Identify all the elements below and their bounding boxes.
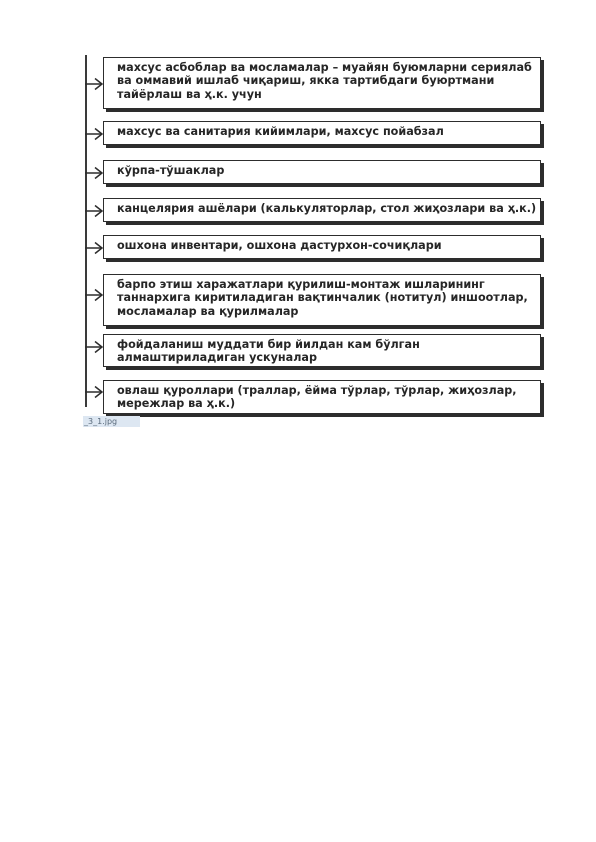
list-item-kitchen-inventory [83, 235, 544, 262]
list-item-fishing-gear [83, 380, 544, 417]
arrow-right-icon [84, 204, 104, 218]
arrow-right-icon [84, 77, 104, 91]
item-box [103, 57, 544, 112]
arrow-right-icon [84, 385, 104, 399]
arrow-right-icon [84, 127, 104, 141]
list-item-bedding [83, 160, 544, 187]
item-text [117, 202, 537, 215]
item-line: ва оммавий ишлаб чиқариш, якка тартибдаги буюртмани [117, 74, 495, 88]
item-line: махсус ва санитария кийимлари, махсус пойабзал [117, 125, 444, 138]
list-item-temporary-structures [83, 274, 544, 329]
arrow-right-icon [84, 288, 104, 302]
list-item-replaceable-equipment [83, 334, 544, 370]
item-text [117, 278, 534, 318]
list-item-special-clothing [83, 121, 544, 148]
item-line: алмаштириладиган ускуналар [117, 351, 317, 365]
item-text [117, 125, 534, 138]
item-box [103, 160, 544, 187]
item-line: мосламалар ва қурилмалар [117, 304, 299, 318]
item-text [117, 239, 534, 252]
item-text [117, 164, 534, 177]
item-line: канцелярия ашёлари (калькуляторлар, стол жиҳозлари ва ҳ.к.) [117, 202, 537, 215]
item-text [117, 384, 534, 411]
item-text [117, 338, 534, 365]
arrow-right-icon [84, 241, 104, 255]
item-box [103, 235, 544, 262]
image-filename-label: _3_1.jpg [83, 416, 140, 427]
item-line: овлаш қуроллари (траллар, ёйма тўрлар, тўрлар, жиҳозлар, [117, 384, 517, 397]
item-line: тайёрлаш ва ҳ.к. учун [117, 87, 262, 101]
item-box [103, 198, 544, 225]
item-line: ошхона инвентари, ошхона дастурхон-сочиқлари [117, 239, 442, 252]
arrow-right-icon [84, 340, 104, 354]
list-item-special-tools [83, 57, 544, 112]
item-line: махсус асбоблар ва мосламалар – муайян буюмларни сериялаб [117, 61, 532, 74]
item-text [117, 61, 534, 101]
item-line: мережлар ва ҳ.к.) [117, 397, 236, 411]
item-box [103, 334, 544, 370]
item-box [103, 380, 544, 417]
item-line: фойдаланиш муддати бир йилдан кам бўлган [117, 338, 420, 351]
item-line: таннархига киритиладиган вақтинчалик (нотитул) иншоотлар, [117, 291, 528, 305]
arrow-right-icon [84, 166, 104, 180]
classification-diagram [83, 55, 544, 417]
item-box [103, 121, 544, 148]
item-line: барпо этиш харажатлари қурилиш-монтаж ишларининг [117, 278, 485, 291]
item-box [103, 274, 544, 329]
list-item-stationery [83, 198, 544, 225]
item-line: кўрпа-тўшаклар [117, 164, 225, 177]
